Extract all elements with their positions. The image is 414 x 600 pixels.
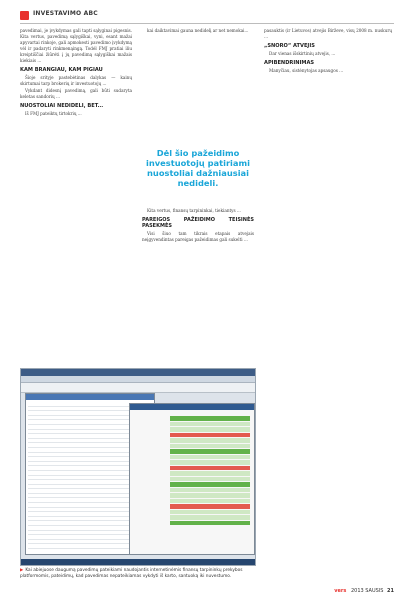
header-rule <box>20 23 394 24</box>
section-marker-icon <box>20 11 29 20</box>
caption-text: Kai abiejuose daugumą pavedimų pateikiami naudojantis internetinėmis finansų tarpininkų prekybos platformomis, pateidimų, kad pavedimas nepateikiamas vykdyti iš karto, santuoką iki nuvestumo. <box>20 568 243 579</box>
window-titlebar <box>21 369 255 376</box>
order-book-titlebar <box>130 404 254 410</box>
article-column-3 <box>264 28 392 75</box>
page-number: 21 <box>387 588 394 594</box>
pull-quote: Dėl šio pažeidimo investuotojų patiriami nuostoliai dažniausiai nedideli. <box>146 148 250 188</box>
paragraph: kai daiktavimai gauna nedidelį ar net nemokai... <box>147 28 249 33</box>
trading-platform-screenshot <box>20 368 256 566</box>
magazine-logo: vers <box>334 588 347 594</box>
window-toolbar <box>21 383 255 393</box>
section-title: INVESTAVIMO ABC <box>33 10 98 17</box>
paragraph: pasauktis (ir Lietuvos) atvejis Birževe, visų 2008 m. nuskurų ... <box>264 28 392 40</box>
subheading: NUOSTOLIAI NEDIDELI, BET... <box>20 103 104 110</box>
page-footer <box>334 588 394 594</box>
article-column-2 <box>142 28 254 35</box>
caption-arrow-icon: ▶ <box>20 568 24 573</box>
subheading: APIBENDRINIMAS <box>264 60 315 67</box>
paragraph: Visi šiuo tam tikrais etapais atvejais neįgyvendintas pareigas pažeidimas gali sukelti ... <box>142 231 254 243</box>
order-book-window <box>129 403 255 555</box>
paragraph: Iš FMJ pateiktų tirtokrių ... <box>25 111 82 117</box>
paragraph: Vykdant didesnį pavedimą, gali būti sudaryta keletas sandorių ... <box>20 88 132 100</box>
paragraph: Kita vertus, finansų tarpininkai, tiekiantys ... <box>147 208 241 213</box>
paragraph: Manyčiau, sistėnytojas apsaugos ... <box>269 68 344 74</box>
subheading: KAM BRANGIAU, KAM PIGIAU <box>20 67 103 74</box>
window-menubar <box>21 376 255 383</box>
taskbar <box>21 559 255 565</box>
paragraph: Šioje srityje pastebėtinas dalykas — kainų skirtumai tarp brokerių ir investuotojų ... <box>20 75 132 87</box>
subheading: PAREIGOS PAŽEIDIMO TEISINĖS PASEKMĖS <box>142 217 254 230</box>
paragraph: pavedimai, je įvykdymas gali tapti sąlyginai pigesnis. Kita vertus, pavedimą sąlygiškai, vyni, esant mažai apyvartai rinkoje, gali apmokesti pavedimo įvykdymą vėl ir padaryti rinkmenąingą. Todėl FMJ pratiai iliu kreiptiščiai žiūrėti į jų pavedimą sąlygiškai mažais kiekiais ... <box>20 28 132 64</box>
article-column-2-lower <box>142 208 254 244</box>
watchlist-titlebar <box>26 394 154 400</box>
page-header <box>0 0 414 22</box>
paragraph: Dar vienas išskirtinių atvejis, ... <box>269 51 336 57</box>
order-book-levels <box>170 416 250 534</box>
article-column-1 <box>20 28 132 119</box>
subheading: „SNORO“ ATVEJIS <box>264 43 315 50</box>
figure-caption <box>20 568 256 579</box>
issue-date: 2013 SAUSIS <box>350 588 384 594</box>
